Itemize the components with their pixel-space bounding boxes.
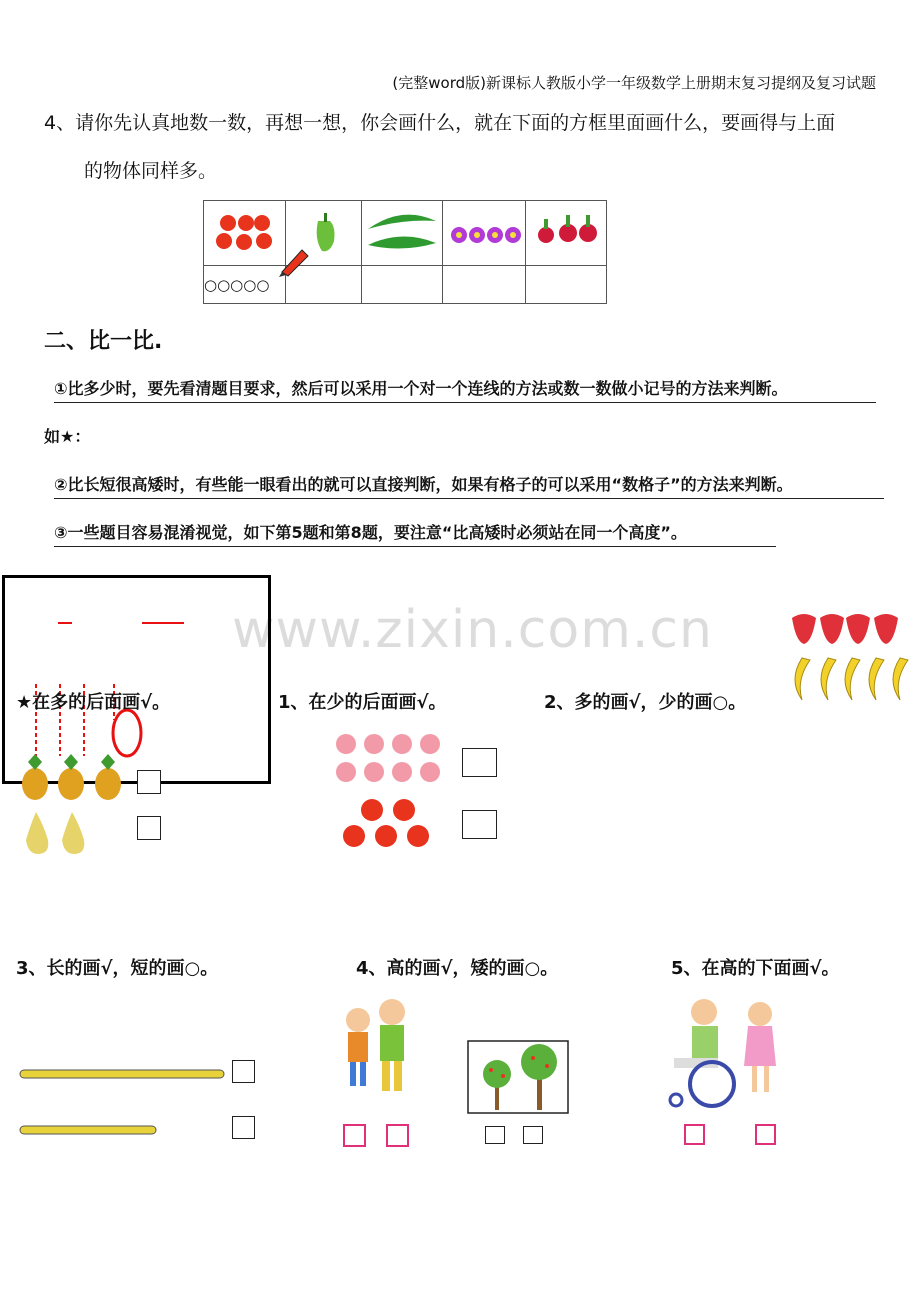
tree-icon: [467, 1040, 569, 1114]
answer-box[interactable]: [386, 1124, 409, 1147]
red-dash: [142, 622, 184, 624]
example-circles: ○○○○○: [204, 266, 286, 304]
wheelchair-icon: [664, 996, 788, 1116]
answer-cell[interactable]: [362, 266, 443, 304]
flower-icon: [443, 201, 525, 261]
counting-table: [203, 200, 607, 304]
red-dash: [58, 622, 72, 624]
page-header: (完整word版)新课标人教版小学一年级数学上册期末复习提纲及复习试题: [392, 74, 876, 92]
question-4-line1: 4、请你先认真地数一数，再想一想，你会画什么，就在下面的方框里面画什么，要画得与上面: [44, 112, 836, 134]
radish-cell: [526, 201, 607, 266]
question-4-line2: 的物体同样多。: [84, 160, 218, 182]
task-5: 5、在高的下面画√。: [671, 958, 840, 979]
example-label: 如★：: [44, 427, 91, 446]
answer-box[interactable]: [137, 816, 161, 840]
boy-icon: [336, 994, 416, 1098]
answer-cell[interactable]: [443, 266, 526, 304]
cucumber-icon: [362, 201, 442, 261]
task-3: 3、长的画√，短的画○。: [16, 958, 219, 979]
radish-icon: [526, 201, 606, 261]
answer-cell[interactable]: [526, 266, 607, 304]
flower-cell: [443, 201, 526, 266]
pear-icon: [22, 806, 92, 856]
tomato-icon: [204, 201, 285, 261]
pencil-icon: [276, 242, 312, 278]
apple-icon: [336, 796, 436, 852]
watermark: www.zixin.com.cn: [232, 600, 713, 660]
peach-icon: [332, 730, 446, 786]
tomato-cell: [204, 201, 286, 266]
answer-box[interactable]: [462, 810, 497, 839]
answer-box[interactable]: [684, 1124, 705, 1145]
answer-box[interactable]: [462, 748, 497, 777]
strawberry-icon: [788, 606, 908, 646]
answer-box[interactable]: [755, 1124, 776, 1145]
pineapple-icon: [18, 752, 128, 802]
answer-box[interactable]: [137, 770, 161, 794]
rope-icon: [18, 1064, 228, 1144]
cucumber-cell: [362, 201, 443, 266]
rule-3: ③一些题目容易混淆视觉，如下第5题和第8题，要注意“比高矮时必须站在同一个高度”。: [54, 520, 776, 547]
answer-box[interactable]: [232, 1060, 255, 1083]
task-star: ★在多的后面画√。: [16, 692, 171, 713]
rule-1: ①比多少时，要先看清题目要求，然后可以采用一个对一个连线的方法或数一数做小记号的方法来判断。: [54, 376, 876, 403]
rule-2: ②比长短很高矮时，有些能一眼看出的就可以直接判断，如果有格子的可以采用“数格子”的方法来判断。: [54, 472, 884, 499]
answer-box[interactable]: [485, 1126, 505, 1144]
task-1: 1、在少的后面画√。: [278, 692, 447, 713]
task-4: 4、高的画√，矮的画○。: [356, 958, 559, 979]
answer-box[interactable]: [523, 1126, 543, 1144]
answer-box[interactable]: [232, 1116, 255, 1139]
banana-icon: [788, 654, 914, 704]
section-2-title: 二、比一比.: [44, 329, 163, 354]
task-2: 2、多的画√，少的画○。: [544, 692, 747, 713]
answer-box[interactable]: [343, 1124, 366, 1147]
